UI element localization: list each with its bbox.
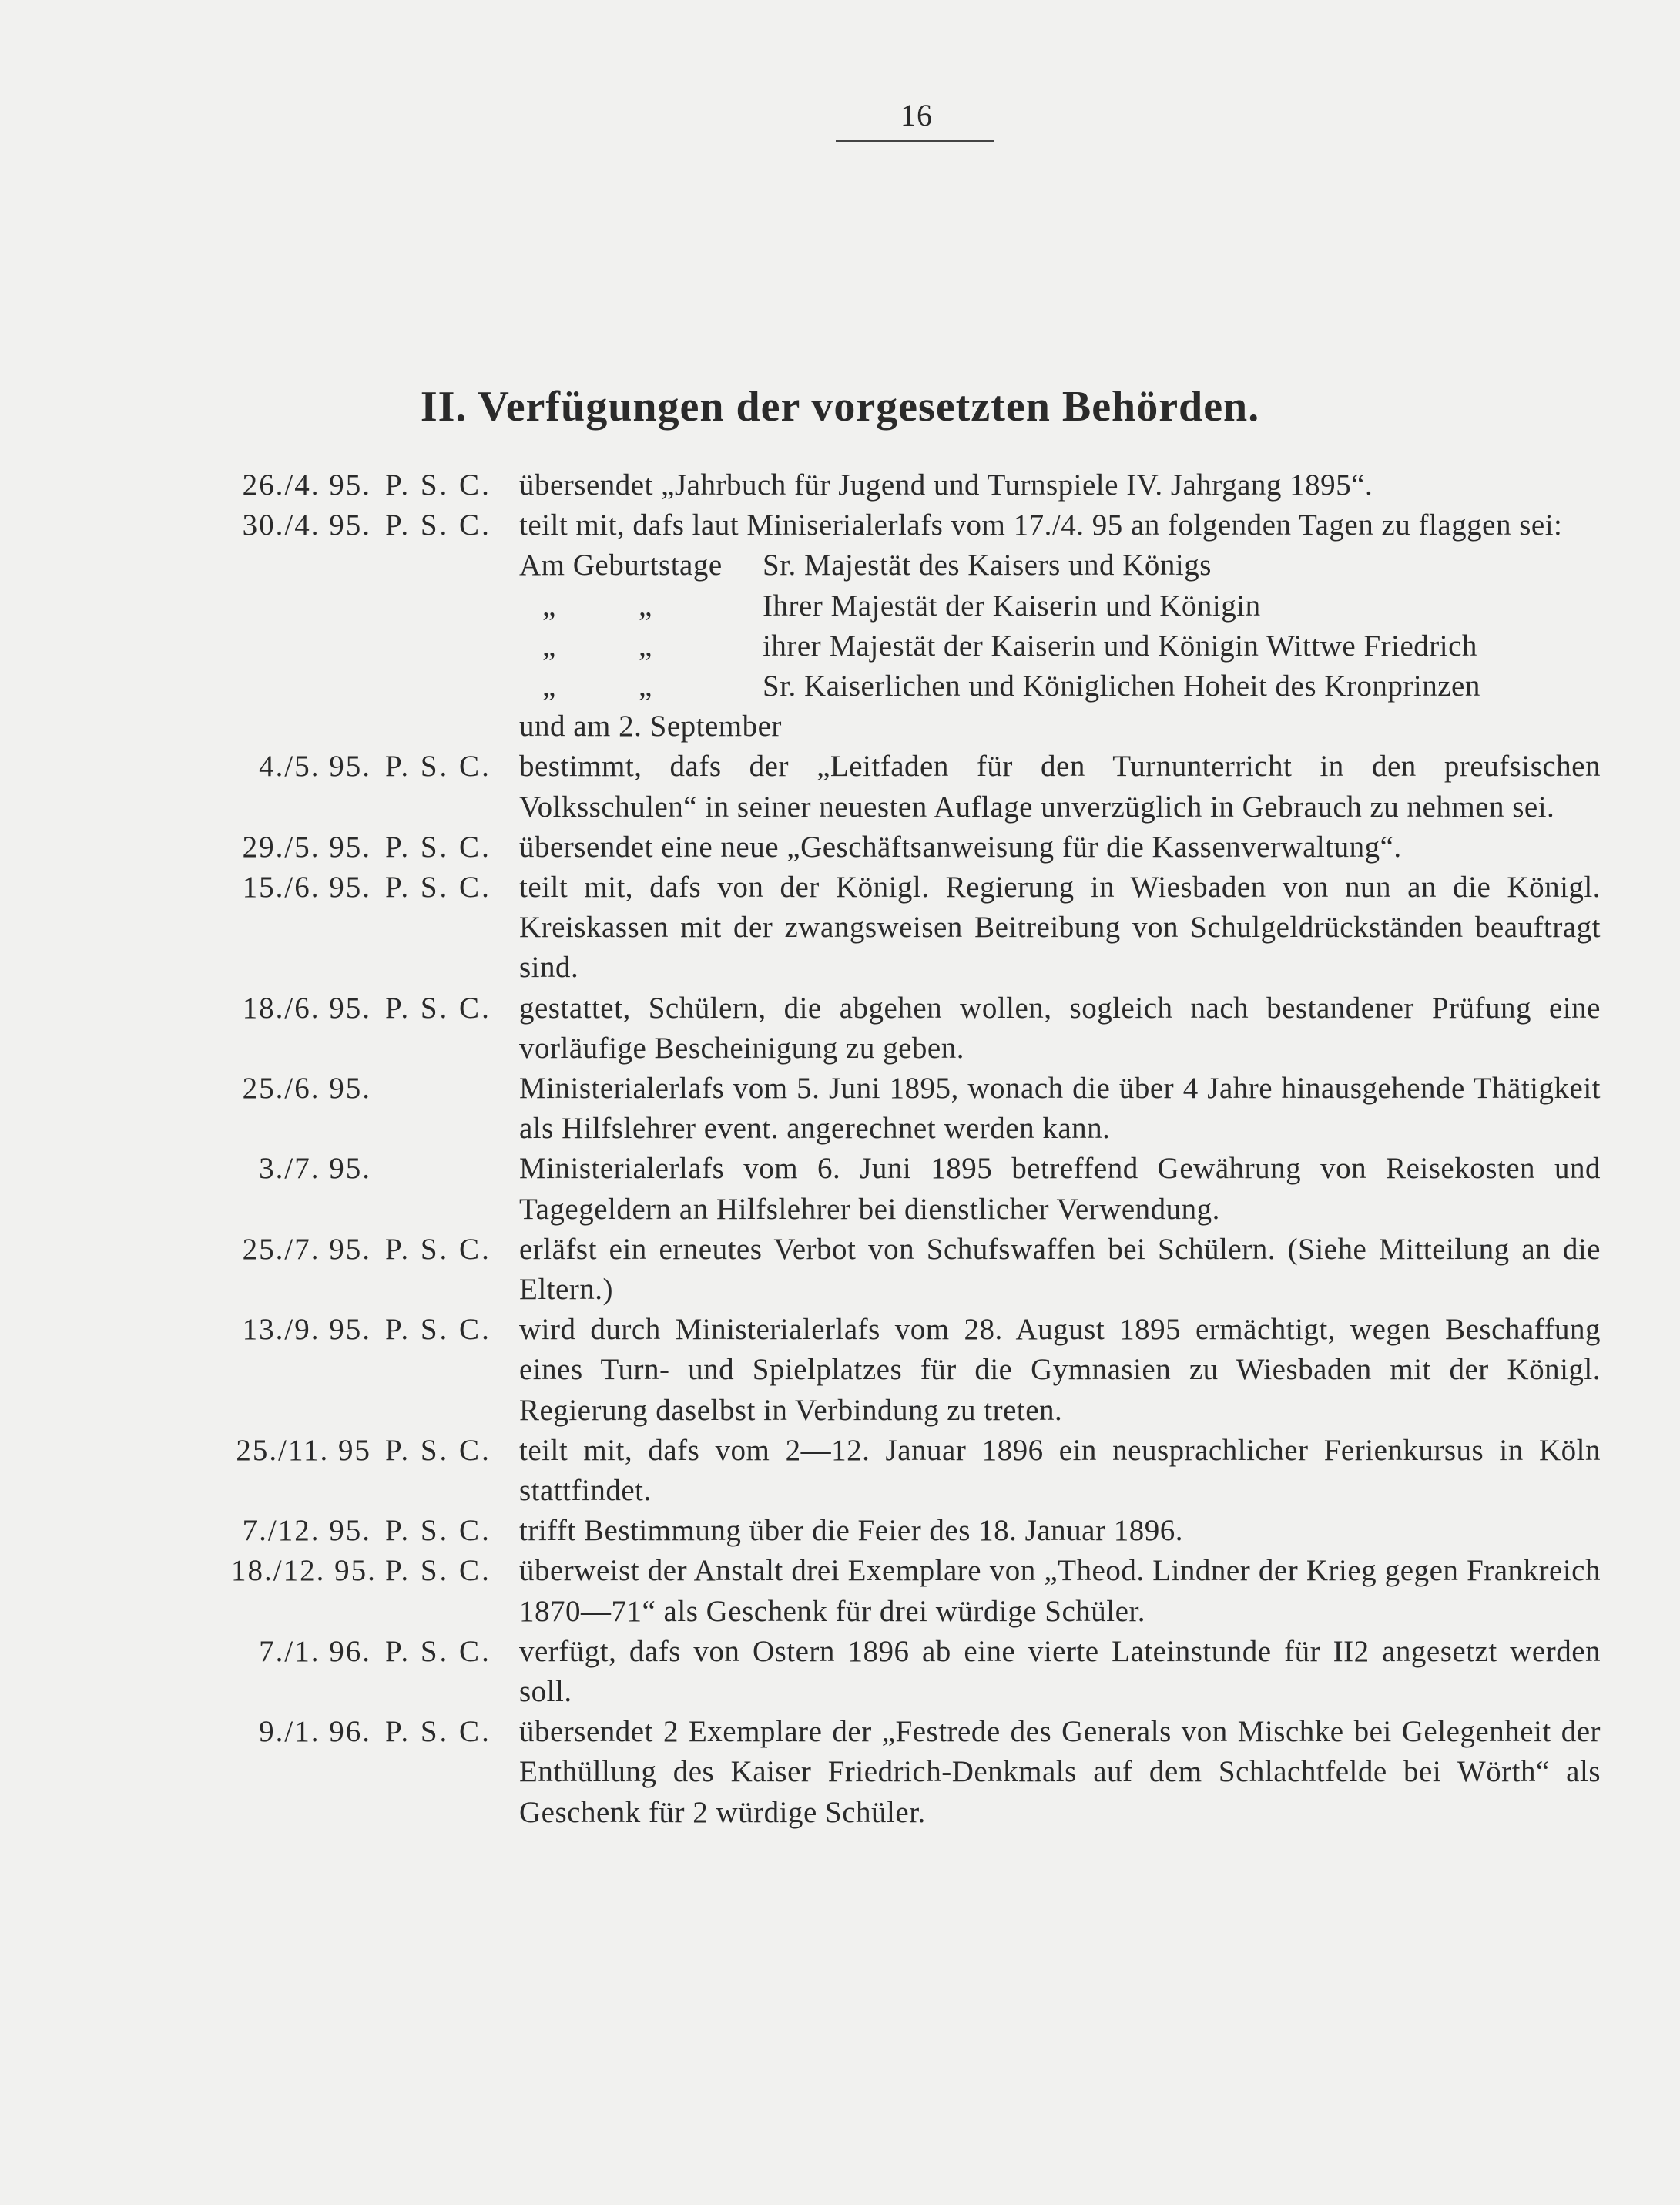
- flag-day-row: [519, 666, 1601, 706]
- decree-text: bestimmt, dafs der „Leitfaden für den Turnunterricht in den preufsischen Volksschulen“ in seiner neuesten Auflage unverzüglich in Gebrauch zu nehmen sei.: [519, 750, 1601, 824]
- decree-text: übersendet eine neue „Geschäftsanweisung für die Kassenverwaltung“.: [519, 830, 1402, 864]
- decree-date: 30./4. 95.: [242, 508, 371, 542]
- decree-text: trifft Bestimmung über die Feier des 18. Januar 1896.: [519, 1514, 1183, 1548]
- decree-entry: [0, 1511, 1680, 1551]
- flag-day-closing: und am 2. September: [519, 710, 782, 743]
- flag-day-person: Ihrer Majestät der Kaiserin und Königin: [763, 589, 1261, 623]
- decree-authority: P. S. C.: [385, 468, 491, 502]
- decree-authority: P. S. C.: [385, 830, 491, 864]
- decree-authority: P. S. C.: [385, 508, 491, 542]
- flag-day-person: Sr. Majestät des Kaisers und Königs: [763, 549, 1212, 582]
- decree-entry: [0, 1310, 1680, 1431]
- decree-authority: P. S. C.: [385, 1514, 491, 1548]
- decree-entry: [0, 988, 1680, 1069]
- decree-text: verfügt, dafs von Ostern 1896 ab eine vierte Lateinstunde für II2 angesetzt werden soll.: [519, 1634, 1601, 1709]
- decree-entry: [0, 868, 1680, 988]
- flag-day-row: [519, 545, 1601, 586]
- decree-entry: [0, 1551, 1680, 1631]
- decree-text: übersendet 2 Exemplare der „Festrede des Generals von Mischke bei Gelegenheit der Enthüllung des Kaiser Friedrich-Denkmals auf dem Schlachtfelde bei Wörth“ als Geschenk für 2 würdige Schüler.: [519, 1715, 1601, 1829]
- decree-entry: [0, 1632, 1680, 1712]
- decree-entry: [0, 1230, 1680, 1310]
- decree-date: 7./1. 96.: [259, 1634, 371, 1668]
- decree-text: Ministerialerlafs vom 6. Juni 1895 betreffend Gewährung von Reisekosten und Tagegeldern an Hilfslehrer bei dienstlicher Verwendung.: [519, 1152, 1601, 1226]
- decree-text: erläfst ein erneutes Verbot von Schufswaffen bei Schülern. (Siehe Mitteilung an die Eltern.): [519, 1232, 1601, 1306]
- decree-entry: [0, 1149, 1680, 1229]
- decree-entry: [0, 1431, 1680, 1511]
- flag-day-row: [519, 626, 1601, 666]
- decree-authority: P. S. C.: [385, 1232, 491, 1266]
- flag-day-person: ihrer Majestät der Kaiserin und Königin Wittwe Friedrich: [763, 629, 1477, 663]
- decree-date: 3./7. 95.: [259, 1152, 371, 1186]
- flag-day-person: Sr. Kaiserlichen und Königlichen Hoheit des Kronprinzen: [763, 669, 1480, 703]
- flag-day-intro: Am Geburtstage: [519, 549, 723, 582]
- decree-entry: [0, 505, 1680, 747]
- decree-entry: [0, 1069, 1680, 1149]
- decree-date: 9./1. 96.: [259, 1715, 371, 1749]
- decree-date: 4./5. 95.: [259, 750, 371, 784]
- decree-date: 7./12. 95.: [242, 1514, 371, 1548]
- ditto-mark: „: [542, 589, 556, 623]
- decree-text: gestattet, Schülern, die abgehen wollen, sogleich nach bestandener Prüfung eine vorläufige Bescheinigung zu geben.: [519, 991, 1601, 1065]
- flag-day-row: [519, 586, 1601, 626]
- ditto-mark: „: [542, 669, 556, 703]
- decree-entry: [0, 747, 1680, 827]
- decree-entry: [0, 465, 1680, 505]
- decree-text: Ministerialerlafs vom 5. Juni 1895, wonach die über 4 Jahre hinausgehende Thätigkeit als Hilfslehrer event. angerechnet werden kann.: [519, 1071, 1601, 1146]
- page-number: 16: [900, 98, 933, 133]
- decree-text: überweist der Anstalt drei Exemplare von „Theod. Lindner der Krieg gegen Frankreich 1870—71“ als Geschenk für drei würdige Schüler.: [519, 1554, 1601, 1628]
- decree-text: teilt mit, dafs von der Königl. Regierung in Wiesbaden von nun an die Königl. Kreiskassen mit der zwangsweisen Beitreibung von Schulgeldrückständen beauftragt sind.: [519, 870, 1601, 985]
- decree-authority: P. S. C.: [385, 870, 491, 904]
- decree-authority: P. S. C.: [385, 991, 491, 1025]
- ditto-mark: „: [639, 629, 652, 663]
- decree-authority: P. S. C.: [385, 1433, 491, 1467]
- decree-entry: [0, 1712, 1680, 1833]
- decree-date: 13./9. 95.: [242, 1313, 371, 1347]
- decree-text: wird durch Ministerialerlafs vom 28. August 1895 ermächtigt, wegen Beschaffung eines Turn- und Spielplatzes für die Gymnasien zu Wiesbaden mit der Königl. Regierung daselbst in Verbindung zu treten.: [519, 1313, 1601, 1427]
- ditto-mark: „: [639, 669, 652, 703]
- decree-date: 25./7. 95.: [242, 1232, 371, 1266]
- decree-date: 26./4. 95.: [242, 468, 371, 502]
- decree-list: [0, 465, 1680, 1833]
- decree-authority: P. S. C.: [385, 1313, 491, 1347]
- decree-authority: P. S. C.: [385, 1634, 491, 1668]
- page-number-rule: [836, 140, 994, 142]
- decree-authority: P. S. C.: [385, 750, 491, 784]
- decree-date: 25./11. 95: [236, 1433, 371, 1467]
- decree-date: 18./12. 95.: [231, 1554, 377, 1588]
- decree-text: teilt mit, dafs laut Miniserialerlafs vom 17./4. 95 an folgenden Tagen zu flaggen sei:: [519, 508, 1563, 542]
- decree-date: 15./6. 95.: [242, 870, 371, 904]
- decree-authority: P. S. C.: [385, 1554, 491, 1588]
- decree-date: 25./6. 95.: [242, 1071, 371, 1105]
- decree-date: 18./6. 95.: [242, 991, 371, 1025]
- ditto-mark: „: [639, 589, 652, 623]
- decree-date: 29./5. 95.: [242, 830, 371, 864]
- decree-text: übersendet „Jahrbuch für Jugend und Turnspiele IV. Jahrgang 1895“.: [519, 468, 1373, 502]
- decree-authority: P. S. C.: [385, 1715, 491, 1749]
- decree-text: teilt mit, dafs vom 2—12. Januar 1896 ein neusprachlicher Ferienkursus in Köln stattfindet.: [519, 1433, 1601, 1508]
- decree-entry: [0, 827, 1680, 868]
- section-title: II. Verfügungen der vorgesetzten Behörden.: [420, 383, 1260, 431]
- ditto-mark: „: [542, 629, 556, 663]
